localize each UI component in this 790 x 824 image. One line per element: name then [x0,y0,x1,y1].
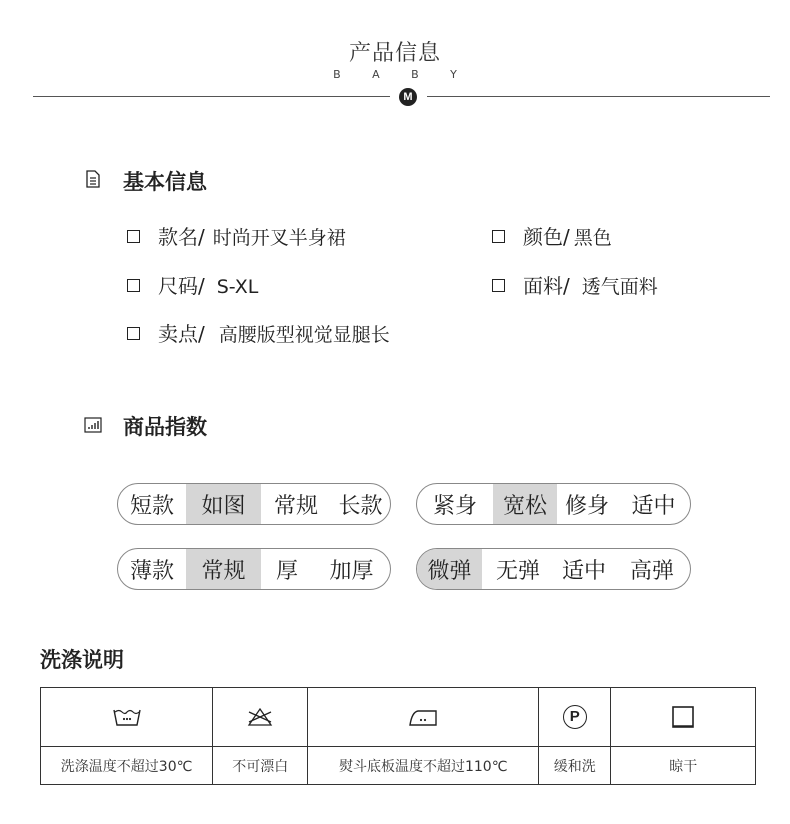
info-row-fabric [492,270,658,299]
iron-icon [407,706,439,728]
washing-label: 熨斗底板温度不超过110℃ [308,747,539,785]
washing-icon-cell [41,688,213,747]
index-option: 紧身 [432,493,477,519]
info-row-selling-point [127,318,390,347]
info-row-size [127,270,258,299]
checkbox-icon [127,279,140,292]
index-option-selected: 微弹 [417,549,482,589]
info-label: 卖点/ [158,322,205,346]
washing-label: 洗涤温度不超过30℃ [41,747,213,785]
checkbox-icon [492,279,505,292]
index-option: 适中 [561,558,606,584]
washing-heading: 洗涤说明 [40,648,124,672]
washing-label: 晾干 [611,747,756,785]
info-value: 高腰版型视觉显腿长 [218,324,390,346]
dry-clean-p-icon: P [563,705,587,729]
index-option: 无弹 [495,558,540,584]
washing-icon-cell [539,688,611,747]
index-group-elasticity [416,548,691,590]
no-bleach-icon [246,706,274,728]
info-label: 面料/ [523,274,570,298]
washing-label: 缓和洗 [539,747,611,785]
washing-icon-cell [611,688,756,747]
header-divider-left [33,96,390,97]
washing-label: 不可漂白 [213,747,308,785]
index-option: 厚 [275,558,298,584]
washing-table [40,687,756,785]
washing-icon-row [41,688,756,747]
brand-badge: M [399,88,417,106]
index-option: 高弹 [629,558,674,584]
index-group-thickness [117,548,391,590]
index-option-selected: 如图 [186,484,261,524]
index-option: 短款 [129,493,174,519]
index-option-selected: 常规 [186,549,261,589]
page-title: 产品信息 [348,41,441,66]
info-value: S-XL [216,276,259,298]
basic-info-heading: 基本信息 [123,170,207,194]
info-label: 尺码/ [158,274,205,298]
product-index-heading: 商品指数 [123,415,207,439]
washing-icon-cell [213,688,308,747]
page-subtitle: B A B Y [333,68,471,81]
checkbox-icon [492,230,505,243]
index-option-selected: 宽松 [493,484,557,524]
info-label: 款名/ [158,225,205,249]
index-option: 适中 [631,493,676,519]
header-divider-right [427,96,770,97]
info-value: 时尚开叉半身裙 [212,227,346,249]
info-label: 颜色/ [523,225,570,249]
bar-chart-icon [84,417,102,437]
info-row-color [492,221,612,250]
line-dry-icon [671,705,695,729]
wash-tub-icon [112,706,142,728]
document-icon [85,170,101,192]
checkbox-icon [127,230,140,243]
checkbox-icon [127,327,140,340]
washing-icon-cell [308,688,539,747]
washing-label-row [41,747,756,785]
index-option: 加厚 [329,558,374,584]
index-option: 常规 [273,493,318,519]
info-value: 透气面料 [581,276,658,298]
info-row-style-name [127,221,346,250]
index-group-length [117,483,391,525]
index-option: 修身 [564,493,609,519]
index-option: 薄款 [129,558,174,584]
index-option: 长款 [338,493,383,519]
index-group-fit [416,483,691,525]
info-value: 黑色 [573,227,612,249]
